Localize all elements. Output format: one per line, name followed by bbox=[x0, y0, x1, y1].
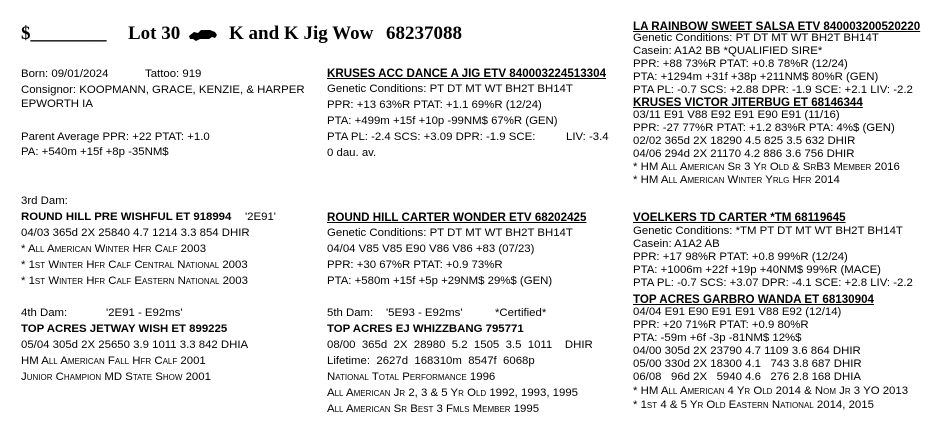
consignor: Consignor: KOOPMANN, GRACE, KENZIE, & HARPER bbox=[21, 84, 305, 96]
sire-ppr: PPR: +13 63%R PTAT: +1.1 69%R (12/24) bbox=[327, 99, 542, 111]
dam-dam-record: 05/00 330d 2X 18300 4.1 743 3.8 687 DHIR bbox=[633, 358, 862, 370]
fifth-dam-code: '5E93 - E92ms' bbox=[386, 307, 463, 319]
dam-dam-classification: 04/04 E91 E90 E91 E91 V88 E92 (12/14) bbox=[633, 306, 842, 318]
dam-dam-record: 04/00 305d 2X 23790 4.7 1109 3.6 864 DHIR bbox=[633, 345, 861, 357]
fifth-dam-honor: All American Sr Best 3 Fmls Member 1995 bbox=[327, 403, 540, 415]
third-dam-name: ROUND HILL PRE WISHFUL ET 918994 bbox=[21, 211, 232, 223]
fifth-dam-lifetime: Lifetime: 2627d 168310m 8547f 6068p bbox=[327, 355, 535, 367]
sire-sire-casein: Casein: A1A2 BB *QUALIFIED SIRE* bbox=[633, 45, 823, 57]
sire-dam-classification: 03/11 E91 V88 E92 E91 E90 E91 (11/16) bbox=[633, 109, 840, 121]
fifth-dam-label: 5th Dam: bbox=[327, 307, 374, 319]
sire-dam-ppr: PPR: -27 77%R PTAT: +1.2 83%R PTA: 4%$ (GEN) bbox=[633, 122, 895, 134]
sire-sire-genetics: Genetic Conditions: PT DT MT WT BH2T BH14T bbox=[633, 32, 879, 44]
third-dam-label: 3rd Dam: bbox=[21, 195, 68, 207]
fifth-dam-name: TOP ACRES EJ WHIZZBANG 795771 bbox=[327, 323, 524, 335]
dam-name: ROUND HILL CARTER WONDER ETV 68202425 bbox=[327, 211, 587, 224]
third-dam-honor: * 1st Winter Hfr Calf Eastern National 2003 bbox=[21, 275, 248, 287]
price-blank: $________ bbox=[21, 23, 107, 44]
sire-sire-pta-pl: PTA PL: -0.7 SCS: +2.88 DPR: -1.9 SCE: +2.1 LIV: -2.2 bbox=[633, 84, 913, 96]
sire-dam-honor: * HM All American Winter Yrlg Hfr 2014 bbox=[633, 174, 840, 186]
sire-dam-record: 02/02 365d 2X 18290 4.5 825 3.5 632 DHIR bbox=[633, 135, 856, 147]
fourth-dam-code: '2E91 - E92ms' bbox=[106, 307, 183, 319]
consignor-location: EPWORTH IA bbox=[21, 98, 93, 110]
sire-dam-honor: * HM All American Sr 3 Yr Old & SrB3 Member 2016 bbox=[633, 161, 900, 173]
dam-dam-honor: * HM All American 4 Yr Old 2014 & Nom Jr 3 YO 2013 bbox=[633, 385, 909, 397]
fifth-dam-honor: All American Jr 2, 3 & 5 Yr Old 1992, 1993, 1995 bbox=[327, 387, 579, 399]
dam-classification: 04/04 V85 V85 E90 V86 V86 +83 (07/23) bbox=[327, 243, 535, 255]
parent-average-pta: PA: +540m +15f +8p -35NM$ bbox=[21, 146, 169, 158]
sire-sire-pta: PTA: +1294m +31f +38p +211NM$ 80%R (GEN) bbox=[633, 71, 879, 83]
dam-dam-ppr: PPR: +20 71%R PTAT: +0.9 80%R bbox=[633, 319, 809, 331]
sire-dam-record: 04/06 294d 2X 21170 4.2 886 3.6 756 DHIR bbox=[633, 148, 855, 160]
dam-dam-honor: * 1st 4 & 5 Yr Old Eastern National 2014, 2015 bbox=[633, 399, 874, 411]
dam-sire-pta: PTA: +1006m +22f +19p +40NM$ 99%R (MACE) bbox=[633, 264, 881, 276]
dam-ppr: PPR: +30 67%R PTAT: +0.9 73%R bbox=[327, 259, 503, 271]
sire-name: KRUSES ACC DANCE A JIG ETV 840003224513304 bbox=[327, 67, 607, 80]
birth-date: Born: 09/01/2024 bbox=[21, 68, 109, 80]
sire-genetics: Genetic Conditions: PT DT MT WT BH2T BH14T bbox=[327, 83, 573, 95]
sire-pta: PTA: +499m +15f +10p -99NM$ 67%R (GEN) bbox=[327, 115, 558, 127]
dam-sire-ppr: PPR: +17 98%R PTAT: +0.8 99%R (12/24) bbox=[633, 251, 848, 263]
lot-number: Lot 30 bbox=[128, 23, 181, 44]
dam-sire-genetics: Genetic Conditions: *TM PT DT MT WT BH2T BH14T bbox=[633, 225, 903, 237]
dam-sire-casein: Casein: A1A2 AB bbox=[633, 238, 720, 250]
sire-sire-name: LA RAINBOW SWEET SALSA ETV 840003200520220 bbox=[633, 20, 921, 33]
fifth-dam-honor: National Total Performance 1996 bbox=[327, 371, 496, 383]
registration-number: 68237088 bbox=[386, 23, 462, 44]
dam-dam-name: TOP ACRES GARBRO WANDA ET 68130904 bbox=[633, 293, 874, 306]
dam-sire-name: VOELKERS TD CARTER *TM 68119645 bbox=[633, 211, 846, 224]
third-dam-honor: * All American Winter Hfr Calf 2003 bbox=[21, 243, 207, 255]
sire-daughters: 0 dau. av. bbox=[327, 147, 377, 159]
dam-sire-pta-pl: PTA PL: -0.7 SCS: +3.07 DPR: -4.1 SCE: +2.8 LIV: -2.2 bbox=[633, 277, 913, 289]
third-dam-honor: * 1st Winter Hfr Calf Central National 2003 bbox=[21, 259, 248, 271]
dam-pta: PTA: +580m +15f +5p +29NM$ 29%$ (GEN) bbox=[327, 275, 553, 287]
third-dam-record: 04/03 365d 2X 25840 4.7 1214 3.3 854 DHIR bbox=[21, 227, 250, 239]
tattoo: Tattoo: 919 bbox=[145, 68, 202, 80]
dam-genetics: Genetic Conditions: PT DT MT WT BH2T BH14T bbox=[327, 227, 573, 239]
animal-name: K and K Jig Wow bbox=[229, 23, 374, 44]
fourth-dam-name: TOP ACRES JETWAY WISH ET 899225 bbox=[21, 323, 228, 335]
sire-liv: LIV: -3.4 bbox=[566, 131, 609, 143]
third-dam-code: '2E91' bbox=[245, 211, 276, 223]
dam-dam-pta: PTA: -59m +6f -3p -81NM$ 12%$ bbox=[633, 332, 802, 344]
fourth-dam-honor: HM All American Fall Hfr Calf 2001 bbox=[21, 355, 206, 367]
fifth-dam-certified: *Certified* bbox=[495, 307, 547, 319]
fourth-dam-label: 4th Dam: bbox=[21, 307, 68, 319]
fourth-dam-honor: Junior Champion MD State Show 2001 bbox=[21, 371, 211, 383]
fourth-dam-record: 05/04 305d 2X 25650 3.9 1011 3.3 842 DHIA bbox=[21, 339, 249, 351]
dam-dam-record: 06/08 96d 2X 5940 4.6 276 2.8 168 DHIA bbox=[633, 371, 861, 383]
sire-dam-name: KRUSES VICTOR JITERBUG ET 68146344 bbox=[633, 96, 863, 109]
sire-pta-pl: PTA PL: -2.4 SCS: +3.09 DPR: -1.9 SCE: bbox=[327, 131, 536, 143]
fifth-dam-record: 08/00 365d 2X 28980 5.2 1505 3.5 1011 DHIR bbox=[327, 339, 593, 351]
sire-sire-ppr: PPR: +88 73%R PTAT: +0.8 78%R (12/24) bbox=[633, 58, 848, 70]
parent-average-ppr: Parent Average PPR: +22 PTAT: +1.0 bbox=[21, 131, 210, 143]
cow-silhouette-icon bbox=[188, 27, 218, 43]
